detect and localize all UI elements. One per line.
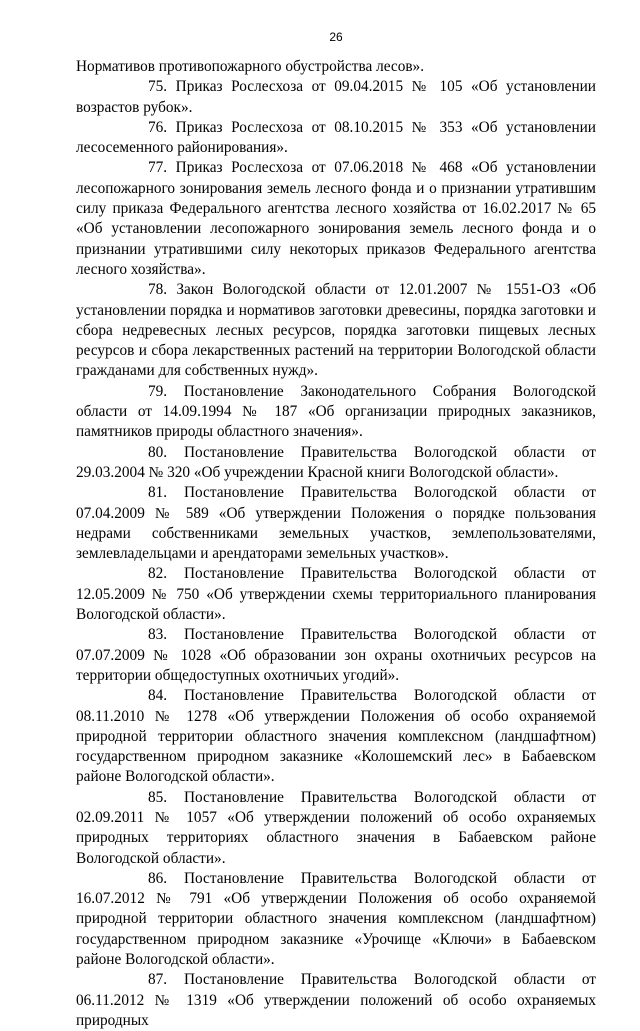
list-item-78: 78. Закон Вологодской области от 12.01.2007 № 1551-ОЗ «Об установлении порядка и нормативов заготовки древесины, порядка заготовки и сбора недревесных лесных ресурсов, порядка заготовки пищевых лесных ресурсов и сбора лекарственных растений на территории Вологодской области гражданами для собственных нужд». [76,281,596,380]
list-item-84: 84. Постановление Правительства Вологодской области от 08.11.2010 № 1278 «Об утверждении Положения об особо охраняемой природной территории областного значения комплексном (ландшафтном) государственном природном заказнике «Колошемский лес» в Бабаевском районе Вологодской области». [76,687,596,786]
list-item-76: 76. Приказ Рослесхоза от 08.10.2015 № 353 «Об установлении лесосеменного районирования». [76,118,596,157]
list-item-85: 85. Постановление Правительства Вологодской области от 02.09.2011 № 1057 «Об утверждении положений об особо охраняемых природных территориях областного значения в Бабаевском районе Вологодской области». [76,788,596,867]
list-item-79: 79. Постановление Законодательного Собрания Вологодской области от 14.09.1994 № 187 «Об организации природных заказников, памятников природы областного значения». [76,382,596,441]
list-item-87: 87. Постановление Правительства Вологодской области от 06.11.2012 № 1319 «Об утверждении положений об особо охраняемых природных [76,971,596,1029]
list-item-80: 80. Постановление Правительства Вологодской области от 29.03.2004 № 320 «Об учреждении Красной книги Вологодской области». [76,443,596,481]
list-item-75: 75. Приказ Рослесхоза от 09.04.2015 № 105 «Об установлении возрастов рубок». [76,78,596,116]
list-item-77: 77. Приказ Рослесхоза от 07.06.2018 № 468 «Об установлении лесопожарного зонирования земель лесного фонда и о признании утратившим силу приказа Федерального агентства лесного хозяйства от 16.02.2017 № 65 «Об установлении лесопожарного зонирования земель лесного фонда и о признании утратившими силу некоторых приказов Федерального агентства лесного хозяйства». [76,159,596,278]
list-item-86: 86. Постановление Правительства Вологодской области от 16.07.2012 № 791 «Об утверждении Положения об особо охраняемой природной территории областного значения комплексном (ландшафтном) государственном природном заказнике «Урочище «Ключи» в Бабаевском районе Вологодской области». [76,869,596,969]
document-body [76,57,596,1031]
list-item-82: 82. Постановление Правительства Вологодской области от 12.05.2009 № 750 «Об утверждении схемы территориального планирования Вологодской области». [76,565,596,624]
paragraph: Нормативов противопожарного обустройства лесов». [76,58,425,75]
list-item-81: 81. Постановление Правительства Вологодской области от 07.04.2009 № 589 «Об утверждении Положения о порядке пользования недрами собственниками земельных участков, землепользователями, землевладельцами и арендаторами земельных участков». [76,484,596,563]
page-number: 26 [329,30,343,44]
list-item-83: 83. Постановление Правительства Вологодской области от 07.07.2009 № 1028 «Об образовании зон охраны охотничьих ресурсов на территории общедоступных охотничьих угодий». [76,626,596,684]
